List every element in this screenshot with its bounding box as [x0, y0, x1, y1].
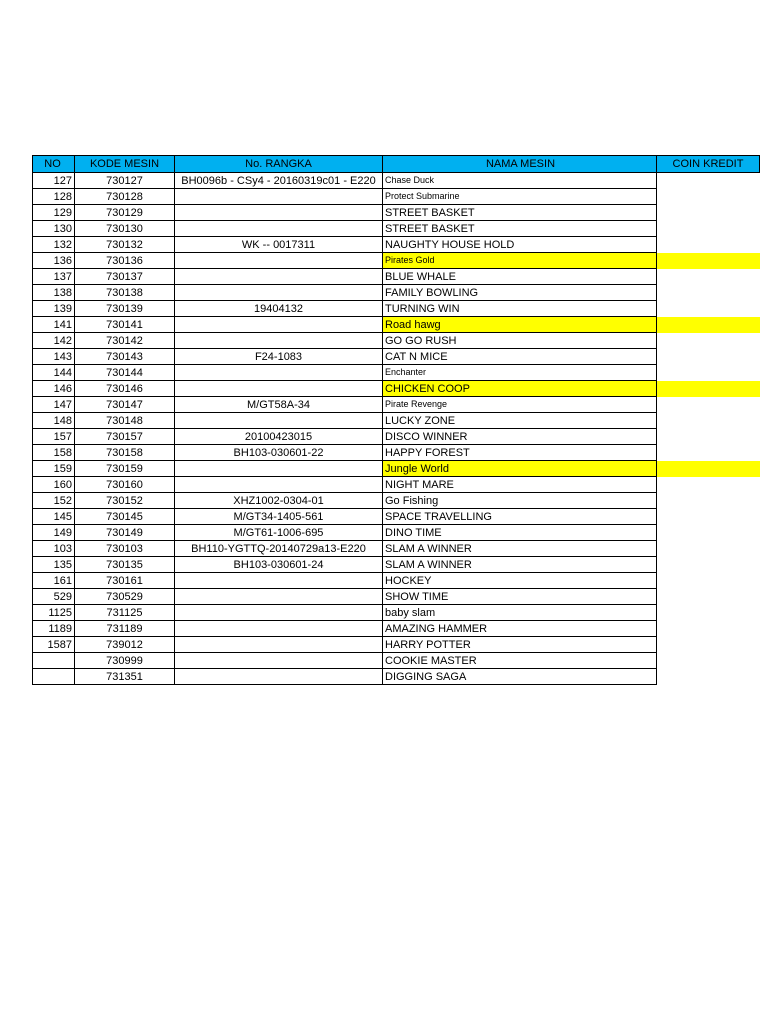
- cell-no[interactable]: 160: [33, 477, 75, 493]
- cell-nama-mesin[interactable]: Road hawg: [383, 317, 657, 333]
- cell-coin-kredit[interactable]: [657, 397, 760, 413]
- cell-no-rangka[interactable]: [175, 285, 383, 301]
- table-row: [33, 237, 760, 253]
- cell-no[interactable]: 135: [33, 557, 75, 573]
- cell-nama-mesin[interactable]: STREET BASKET: [383, 205, 657, 221]
- cell-kode-mesin[interactable]: 730132: [75, 237, 175, 253]
- cell-nama-mesin[interactable]: SLAM A WINNER: [383, 557, 657, 573]
- cell-coin-kredit[interactable]: [657, 253, 760, 269]
- cell-coin-kredit[interactable]: [657, 477, 760, 493]
- cell-nama-mesin[interactable]: LUCKY ZONE: [383, 413, 657, 429]
- cell-no-rangka[interactable]: [175, 669, 383, 685]
- cell-no-rangka[interactable]: [175, 189, 383, 205]
- table-row: [33, 189, 760, 205]
- cell-kode-mesin[interactable]: 739012: [75, 637, 175, 653]
- table-body: [33, 173, 760, 685]
- table-row: [33, 637, 760, 653]
- cell-kode-mesin[interactable]: 730159: [75, 461, 175, 477]
- cell-no-rangka[interactable]: [175, 477, 383, 493]
- table-row: [33, 349, 760, 365]
- cell-no[interactable]: 152: [33, 493, 75, 509]
- cell-no-rangka[interactable]: [175, 573, 383, 589]
- cell-nama-mesin[interactable]: DIGGING SAGA: [383, 669, 657, 685]
- cell-no-rangka[interactable]: [175, 253, 383, 269]
- cell-coin-kredit[interactable]: [657, 205, 760, 221]
- cell-no-rangka[interactable]: [175, 605, 383, 621]
- cell-coin-kredit[interactable]: [657, 461, 760, 477]
- table-row: [33, 509, 760, 525]
- cell-coin-kredit[interactable]: [657, 637, 760, 653]
- cell-no-rangka[interactable]: BH110-YGTTQ-20140729a13-E220: [175, 541, 383, 557]
- table-row: [33, 461, 760, 477]
- table-row: [33, 269, 760, 285]
- cell-coin-kredit[interactable]: [657, 349, 760, 365]
- cell-kode-mesin[interactable]: 730160: [75, 477, 175, 493]
- cell-no[interactable]: [33, 653, 75, 669]
- cell-no[interactable]: 130: [33, 221, 75, 237]
- cell-nama-mesin[interactable]: DINO TIME: [383, 525, 657, 541]
- cell-nama-mesin[interactable]: SLAM A WINNER: [383, 541, 657, 557]
- cell-coin-kredit[interactable]: [657, 669, 760, 685]
- cell-nama-mesin[interactable]: baby slam: [383, 605, 657, 621]
- table-row: [33, 429, 760, 445]
- cell-nama-mesin[interactable]: HAPPY FOREST: [383, 445, 657, 461]
- cell-no[interactable]: 147: [33, 397, 75, 413]
- table-row: [33, 493, 760, 509]
- cell-nama-mesin[interactable]: NIGHT MARE: [383, 477, 657, 493]
- cell-nama-mesin[interactable]: BLUE WHALE: [383, 269, 657, 285]
- table-row: [33, 285, 760, 301]
- cell-kode-mesin[interactable]: 730999: [75, 653, 175, 669]
- cell-no[interactable]: 139: [33, 301, 75, 317]
- cell-no[interactable]: 142: [33, 333, 75, 349]
- cell-nama-mesin[interactable]: COOKIE MASTER: [383, 653, 657, 669]
- cell-kode-mesin[interactable]: 730152: [75, 493, 175, 509]
- cell-kode-mesin[interactable]: 730136: [75, 253, 175, 269]
- cell-coin-kredit[interactable]: [657, 221, 760, 237]
- cell-no[interactable]: 136: [33, 253, 75, 269]
- cell-no-rangka[interactable]: [175, 637, 383, 653]
- cell-no-rangka[interactable]: [175, 381, 383, 397]
- table-row: [33, 669, 760, 685]
- cell-nama-mesin[interactable]: Go Fishing: [383, 493, 657, 509]
- table-row: [33, 477, 760, 493]
- cell-kode-mesin[interactable]: 730135: [75, 557, 175, 573]
- cell-no[interactable]: 149: [33, 525, 75, 541]
- cell-nama-mesin[interactable]: HARRY POTTER: [383, 637, 657, 653]
- cell-kode-mesin[interactable]: 730148: [75, 413, 175, 429]
- cell-kode-mesin[interactable]: 730144: [75, 365, 175, 381]
- cell-no[interactable]: 1587: [33, 637, 75, 653]
- cell-no[interactable]: 138: [33, 285, 75, 301]
- cell-coin-kredit[interactable]: [657, 333, 760, 349]
- cell-no[interactable]: 158: [33, 445, 75, 461]
- table-row: [33, 589, 760, 605]
- cell-coin-kredit[interactable]: [657, 509, 760, 525]
- cell-coin-kredit[interactable]: [657, 173, 760, 189]
- cell-no[interactable]: 157: [33, 429, 75, 445]
- cell-no-rangka[interactable]: BH103-030601-22: [175, 445, 383, 461]
- cell-no-rangka[interactable]: [175, 205, 383, 221]
- cell-coin-kredit[interactable]: [657, 493, 760, 509]
- cell-no[interactable]: 145: [33, 509, 75, 525]
- cell-no[interactable]: 159: [33, 461, 75, 477]
- table-row: [33, 397, 760, 413]
- cell-kode-mesin[interactable]: 731351: [75, 669, 175, 685]
- cell-kode-mesin[interactable]: 730143: [75, 349, 175, 365]
- header-no[interactable]: NO: [33, 156, 75, 173]
- cell-kode-mesin[interactable]: 730161: [75, 573, 175, 589]
- cell-nama-mesin[interactable]: CHICKEN COOP: [383, 381, 657, 397]
- cell-nama-mesin[interactable]: SHOW TIME: [383, 589, 657, 605]
- cell-coin-kredit[interactable]: [657, 237, 760, 253]
- cell-no-rangka[interactable]: M/GT34-1405-561: [175, 509, 383, 525]
- header-nama-mesin[interactable]: NAMA MESIN: [383, 156, 657, 173]
- cell-no-rangka[interactable]: [175, 413, 383, 429]
- cell-nama-mesin[interactable]: HOCKEY: [383, 573, 657, 589]
- cell-no[interactable]: 529: [33, 589, 75, 605]
- cell-nama-mesin[interactable]: Enchanter: [383, 365, 657, 381]
- cell-nama-mesin[interactable]: SPACE TRAVELLING: [383, 509, 657, 525]
- cell-coin-kredit[interactable]: [657, 589, 760, 605]
- cell-no[interactable]: 161: [33, 573, 75, 589]
- table-row: [33, 557, 760, 573]
- table-row: [33, 525, 760, 541]
- cell-no-rangka[interactable]: F24-1083: [175, 349, 383, 365]
- cell-no-rangka[interactable]: M/GT58A-34: [175, 397, 383, 413]
- table-row: [33, 253, 760, 269]
- cell-coin-kredit[interactable]: [657, 621, 760, 637]
- cell-coin-kredit[interactable]: [657, 285, 760, 301]
- machine-table: [32, 155, 760, 685]
- cell-no-rangka[interactable]: 20100423015: [175, 429, 383, 445]
- cell-no-rangka[interactable]: BH103-030601-24: [175, 557, 383, 573]
- cell-coin-kredit[interactable]: [657, 605, 760, 621]
- cell-nama-mesin[interactable]: Protect Submarine: [383, 189, 657, 205]
- cell-kode-mesin[interactable]: 730141: [75, 317, 175, 333]
- cell-no[interactable]: 128: [33, 189, 75, 205]
- cell-no[interactable]: 1125: [33, 605, 75, 621]
- cell-coin-kredit[interactable]: [657, 189, 760, 205]
- table-row: [33, 413, 760, 429]
- cell-no[interactable]: 143: [33, 349, 75, 365]
- cell-kode-mesin[interactable]: 730130: [75, 221, 175, 237]
- cell-kode-mesin[interactable]: 730157: [75, 429, 175, 445]
- table-row: [33, 381, 760, 397]
- cell-coin-kredit[interactable]: [657, 445, 760, 461]
- table-row: [33, 541, 760, 557]
- cell-nama-mesin[interactable]: CAT N MICE: [383, 349, 657, 365]
- table-row: [33, 605, 760, 621]
- cell-nama-mesin[interactable]: Pirates Gold: [383, 253, 657, 269]
- cell-no-rangka[interactable]: 19404132: [175, 301, 383, 317]
- cell-nama-mesin[interactable]: Pirate Revenge: [383, 397, 657, 413]
- cell-coin-kredit[interactable]: [657, 429, 760, 445]
- cell-no[interactable]: 129: [33, 205, 75, 221]
- cell-coin-kredit[interactable]: [657, 573, 760, 589]
- cell-no-rangka[interactable]: [175, 333, 383, 349]
- cell-kode-mesin[interactable]: 730128: [75, 189, 175, 205]
- cell-no-rangka[interactable]: [175, 221, 383, 237]
- cell-no[interactable]: 146: [33, 381, 75, 397]
- cell-kode-mesin[interactable]: 730158: [75, 445, 175, 461]
- cell-no-rangka[interactable]: [175, 589, 383, 605]
- cell-no-rangka[interactable]: [175, 269, 383, 285]
- cell-nama-mesin[interactable]: Jungle World: [383, 461, 657, 477]
- table-row: [33, 173, 760, 189]
- cell-no-rangka[interactable]: [175, 461, 383, 477]
- cell-no[interactable]: 144: [33, 365, 75, 381]
- cell-coin-kredit[interactable]: [657, 557, 760, 573]
- cell-kode-mesin[interactable]: 730103: [75, 541, 175, 557]
- table-row: [33, 317, 760, 333]
- cell-kode-mesin[interactable]: 730129: [75, 205, 175, 221]
- cell-no-rangka[interactable]: [175, 653, 383, 669]
- cell-no-rangka[interactable]: XHZ1002-0304-01: [175, 493, 383, 509]
- table-row: [33, 573, 760, 589]
- cell-kode-mesin[interactable]: 730146: [75, 381, 175, 397]
- cell-nama-mesin[interactable]: AMAZING HAMMER: [383, 621, 657, 637]
- cell-no[interactable]: [33, 669, 75, 685]
- cell-coin-kredit[interactable]: [657, 269, 760, 285]
- cell-coin-kredit[interactable]: [657, 317, 760, 333]
- cell-no[interactable]: 132: [33, 237, 75, 253]
- cell-kode-mesin[interactable]: 730529: [75, 589, 175, 605]
- table-row: [33, 333, 760, 349]
- cell-coin-kredit[interactable]: [657, 525, 760, 541]
- table-row: [33, 221, 760, 237]
- header-coin-kredit[interactable]: COIN KREDIT: [657, 156, 760, 173]
- cell-no[interactable]: 127: [33, 173, 75, 189]
- cell-coin-kredit[interactable]: [657, 653, 760, 669]
- cell-kode-mesin[interactable]: 730142: [75, 333, 175, 349]
- cell-nama-mesin[interactable]: TURNING WIN: [383, 301, 657, 317]
- cell-no[interactable]: 148: [33, 413, 75, 429]
- cell-no[interactable]: 141: [33, 317, 75, 333]
- table-row: [33, 301, 760, 317]
- cell-no-rangka[interactable]: [175, 365, 383, 381]
- cell-kode-mesin[interactable]: 731125: [75, 605, 175, 621]
- cell-coin-kredit[interactable]: [657, 413, 760, 429]
- cell-coin-kredit[interactable]: [657, 381, 760, 397]
- table-row: [33, 621, 760, 637]
- cell-coin-kredit[interactable]: [657, 541, 760, 557]
- table-row: [33, 365, 760, 381]
- cell-coin-kredit[interactable]: [657, 365, 760, 381]
- cell-kode-mesin[interactable]: 730149: [75, 525, 175, 541]
- cell-kode-mesin[interactable]: 730138: [75, 285, 175, 301]
- cell-no-rangka[interactable]: WK -- 0017311: [175, 237, 383, 253]
- cell-no-rangka[interactable]: [175, 317, 383, 333]
- cell-no-rangka[interactable]: BH0096b - CSy4 - 20160319c01 - E220: [175, 173, 383, 189]
- cell-nama-mesin[interactable]: FAMILY BOWLING: [383, 285, 657, 301]
- cell-no[interactable]: 137: [33, 269, 75, 285]
- header-row: [33, 156, 760, 173]
- cell-nama-mesin[interactable]: Chase Duck: [383, 173, 657, 189]
- cell-nama-mesin[interactable]: STREET BASKET: [383, 221, 657, 237]
- header-kode-mesin[interactable]: KODE MESIN: [75, 156, 175, 173]
- cell-no-rangka[interactable]: [175, 621, 383, 637]
- cell-nama-mesin[interactable]: NAUGHTY HOUSE HOLD: [383, 237, 657, 253]
- table-row: [33, 205, 760, 221]
- cell-kode-mesin[interactable]: 730139: [75, 301, 175, 317]
- cell-kode-mesin[interactable]: 730147: [75, 397, 175, 413]
- table-row: [33, 653, 760, 669]
- cell-kode-mesin[interactable]: 730127: [75, 173, 175, 189]
- table-row: [33, 445, 760, 461]
- cell-nama-mesin[interactable]: DISCO WINNER: [383, 429, 657, 445]
- cell-kode-mesin[interactable]: 731189: [75, 621, 175, 637]
- cell-nama-mesin[interactable]: GO GO RUSH: [383, 333, 657, 349]
- cell-no[interactable]: 103: [33, 541, 75, 557]
- cell-kode-mesin[interactable]: 730145: [75, 509, 175, 525]
- header-no-rangka[interactable]: No. RANGKA: [175, 156, 383, 173]
- cell-no[interactable]: 1189: [33, 621, 75, 637]
- cell-kode-mesin[interactable]: 730137: [75, 269, 175, 285]
- cell-coin-kredit[interactable]: [657, 301, 760, 317]
- cell-no-rangka[interactable]: M/GT61-1006-695: [175, 525, 383, 541]
